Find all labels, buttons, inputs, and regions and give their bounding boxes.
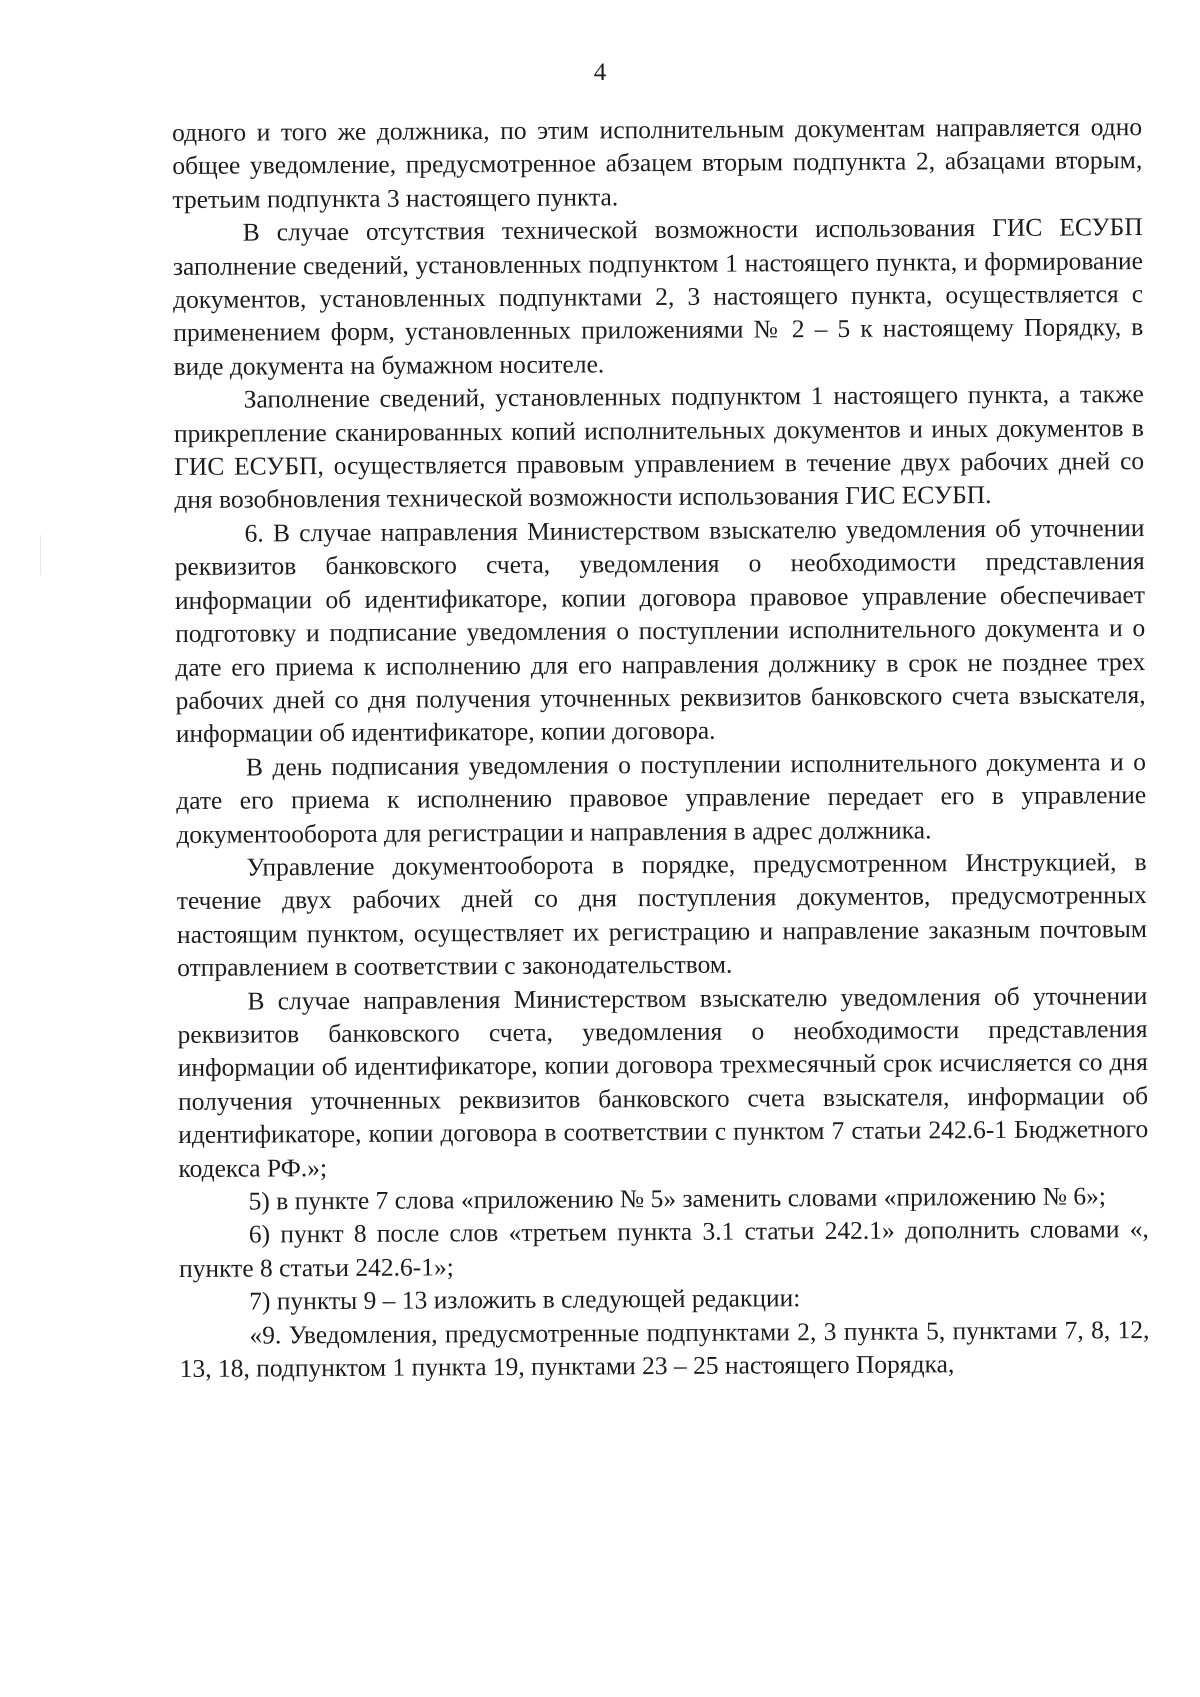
- paragraph-item-6: 6. В случае направления Министерством взыскателю уведомления об уточнении реквизитов банковского счета, уведомления о необходимости представления информации об идентификаторе, копии договора правовое управление обеспечивает подготовку и подписание уведомления о поступлении исполнительного документа и о дате его приема к исполнению для его направления должнику в срок не позднее трех рабочих дней со дня получения уточненных реквизитов банковского счета взыскателя, информации об идентификаторе, копии договора.: [174, 512, 1146, 749]
- paragraph-subitem-6: 6) пункт 8 после слов «третьем пункта 3.1 статьи 242.1» дополнить словами «, пункте 8 статьи 242.6-1»;: [178, 1214, 1149, 1283]
- paragraph-no-technical-possibility: В случае отсутствия технической возможности использования ГИС ЕСУБП заполнение сведений, установленных подпунктом 1 настоящего пункта, и формирование документов, установленных подпунктами 2, 3 настоящего пункта, осуществляется с применением форм, установленных приложениями № 2 – 5 к настоящему Порядку, в виде документа на бумажном носителе.: [172, 212, 1144, 381]
- paragraph-subitem-7: 7) пункты 9 – 13 изложить в следующей редакции:: [249, 1283, 801, 1316]
- paragraph-subitem-5: 5) в пункте 7 слова «приложению № 5» заменить словами «приложению № 6»;: [248, 1181, 1107, 1216]
- document-body: [172, 110, 1150, 1385]
- paragraph-three-month-term: В случае направления Министерством взыскателю уведомления об уточнении реквизитов банковского счета, уведомления о необходимости представления информации об идентификаторе, копии договора трехмесячный срок исчисляется со дня получения уточненных реквизитов банковского счета взыскателя, информации об идентификаторе, копии договора в соответствии с пунктом 7 статьи 242.6-1 Бюджетного кодекса РФ.»;: [177, 980, 1149, 1183]
- paragraph-signing-day: В день подписания уведомления о поступлении исполнительного документа и о дате его приема к исполнению правовое управление передает его в управление документооборота для регистрации и направления в адрес должника.: [176, 746, 1147, 849]
- paragraph-item-9: «9. Уведомления, предусмотренные подпунктами 2, 3 пункта 5, пунктами 7, 8, 12, 13, 18, подпунктом 1 пункта 19, пунктами 23 – 25 настоящего Порядка,: [179, 1314, 1150, 1384]
- scan-artifact: [40, 535, 41, 575]
- page-number: 4: [593, 59, 607, 86]
- paragraph-continuation: одного и того же должника, по этим исполнительным документам направляется одно общее уведомление, предусмотренное абзацем вторым подпункта 2, абзацами вторым, третьим подпункта 3 настоящего пункта.: [172, 112, 1143, 214]
- paragraph-filling-info: Заполнение сведений, установленных подпунктом 1 настоящего пункта, а также прикрепление сканированных копий исполнительных документов и иных документов в ГИС ЕСУБП, осуществляется правовым управлением в течение двух рабочих дней со дня возобновления технической возможности использования ГИС ЕСУБП.: [173, 379, 1145, 515]
- paragraph-document-management: Управление документооборота в порядке, предусмотренном Инструкцией, в течение двух рабочих дней со дня поступления документов, предусмотренных настоящим пунктом, осуществляет их регистрацию и направление заказным почтовым отправлением в соответствии с законодательством.: [176, 846, 1148, 983]
